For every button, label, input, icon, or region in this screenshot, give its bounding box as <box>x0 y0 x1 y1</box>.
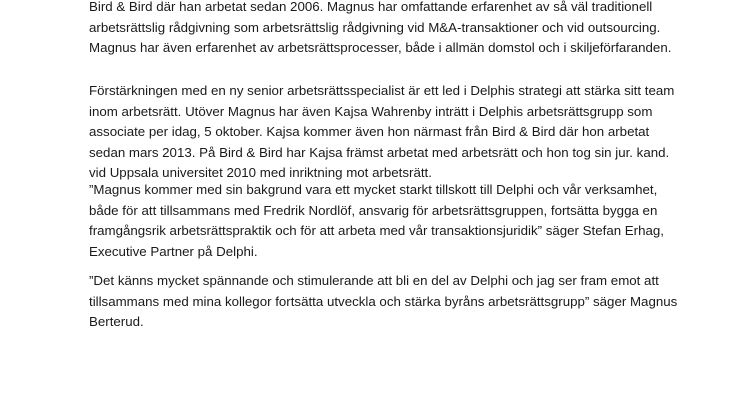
text-line: tillsammans med mina kollegor fortsätta utveckla och stärka byråns arbetsrättsgrupp” säger Magnus <box>89 293 678 309</box>
text-line: Berterud. <box>89 314 144 329</box>
text-line: Förstärkningen med en ny senior arbetsrättsspecialist är ett led i Delphis strategi att stärka sitt team <box>89 83 675 98</box>
text-line: Executive Partner på Delphi. <box>89 243 258 259</box>
paragraph-quote-erhag <box>89 180 664 262</box>
text-line: arbetsrättslig rådgivning som arbetsrättslig rådgivning vid M&A-transaktioner och vid outsourcing. <box>89 19 661 35</box>
paragraph-strategy <box>89 81 674 184</box>
text-line: associate per idag, 5 oktober. Kajsa kommer även hon närmast från Bird & Bird där hon arbetat <box>89 124 650 139</box>
text-line: Bird & Bird där han arbetat sedan 2006. Magnus har omfattande erfarenhet av så väl traditionell <box>89 0 653 14</box>
text-line: Magnus har även erfarenhet av arbetsrättsprocesser, både i allmän domstol och i skiljeförfaranden. <box>89 40 672 55</box>
text-line: framgångsrik arbetsrättspraktik och för att arbeta med vår transaktionsjuridik” säger Stefan Erhag, <box>89 223 664 238</box>
paragraph-background <box>89 0 671 59</box>
paragraph-quote-berterud <box>89 271 677 333</box>
text-line: sedan mars 2013. På Bird & Bird har Kajsa främst arbetat med arbetsrätt och hon tog sin jur. kand. <box>89 144 670 160</box>
text-line: ”Det känns mycket spännande och stimulerande att bli en del av Delphi och jag ser fram emot att <box>89 273 659 288</box>
text-line: vid Uppsala universitet 2010 med inriktning mot arbetsrätt. <box>89 165 432 180</box>
text-line: både för att tillsammans med Fredrik Nordlöf, ansvarig för arbetsrättsgruppen, fortsätta bygga en <box>89 202 658 218</box>
text-line: inom arbetsrätt. Utöver Magnus har även Kajsa Wahrenby inträtt i Delphis arbetsrättsgrupp som <box>89 103 653 119</box>
text-line: ”Magnus kommer med sin bakgrund vara ett mycket starkt tillskott till Delphi och vår verksamhet, <box>89 182 658 197</box>
